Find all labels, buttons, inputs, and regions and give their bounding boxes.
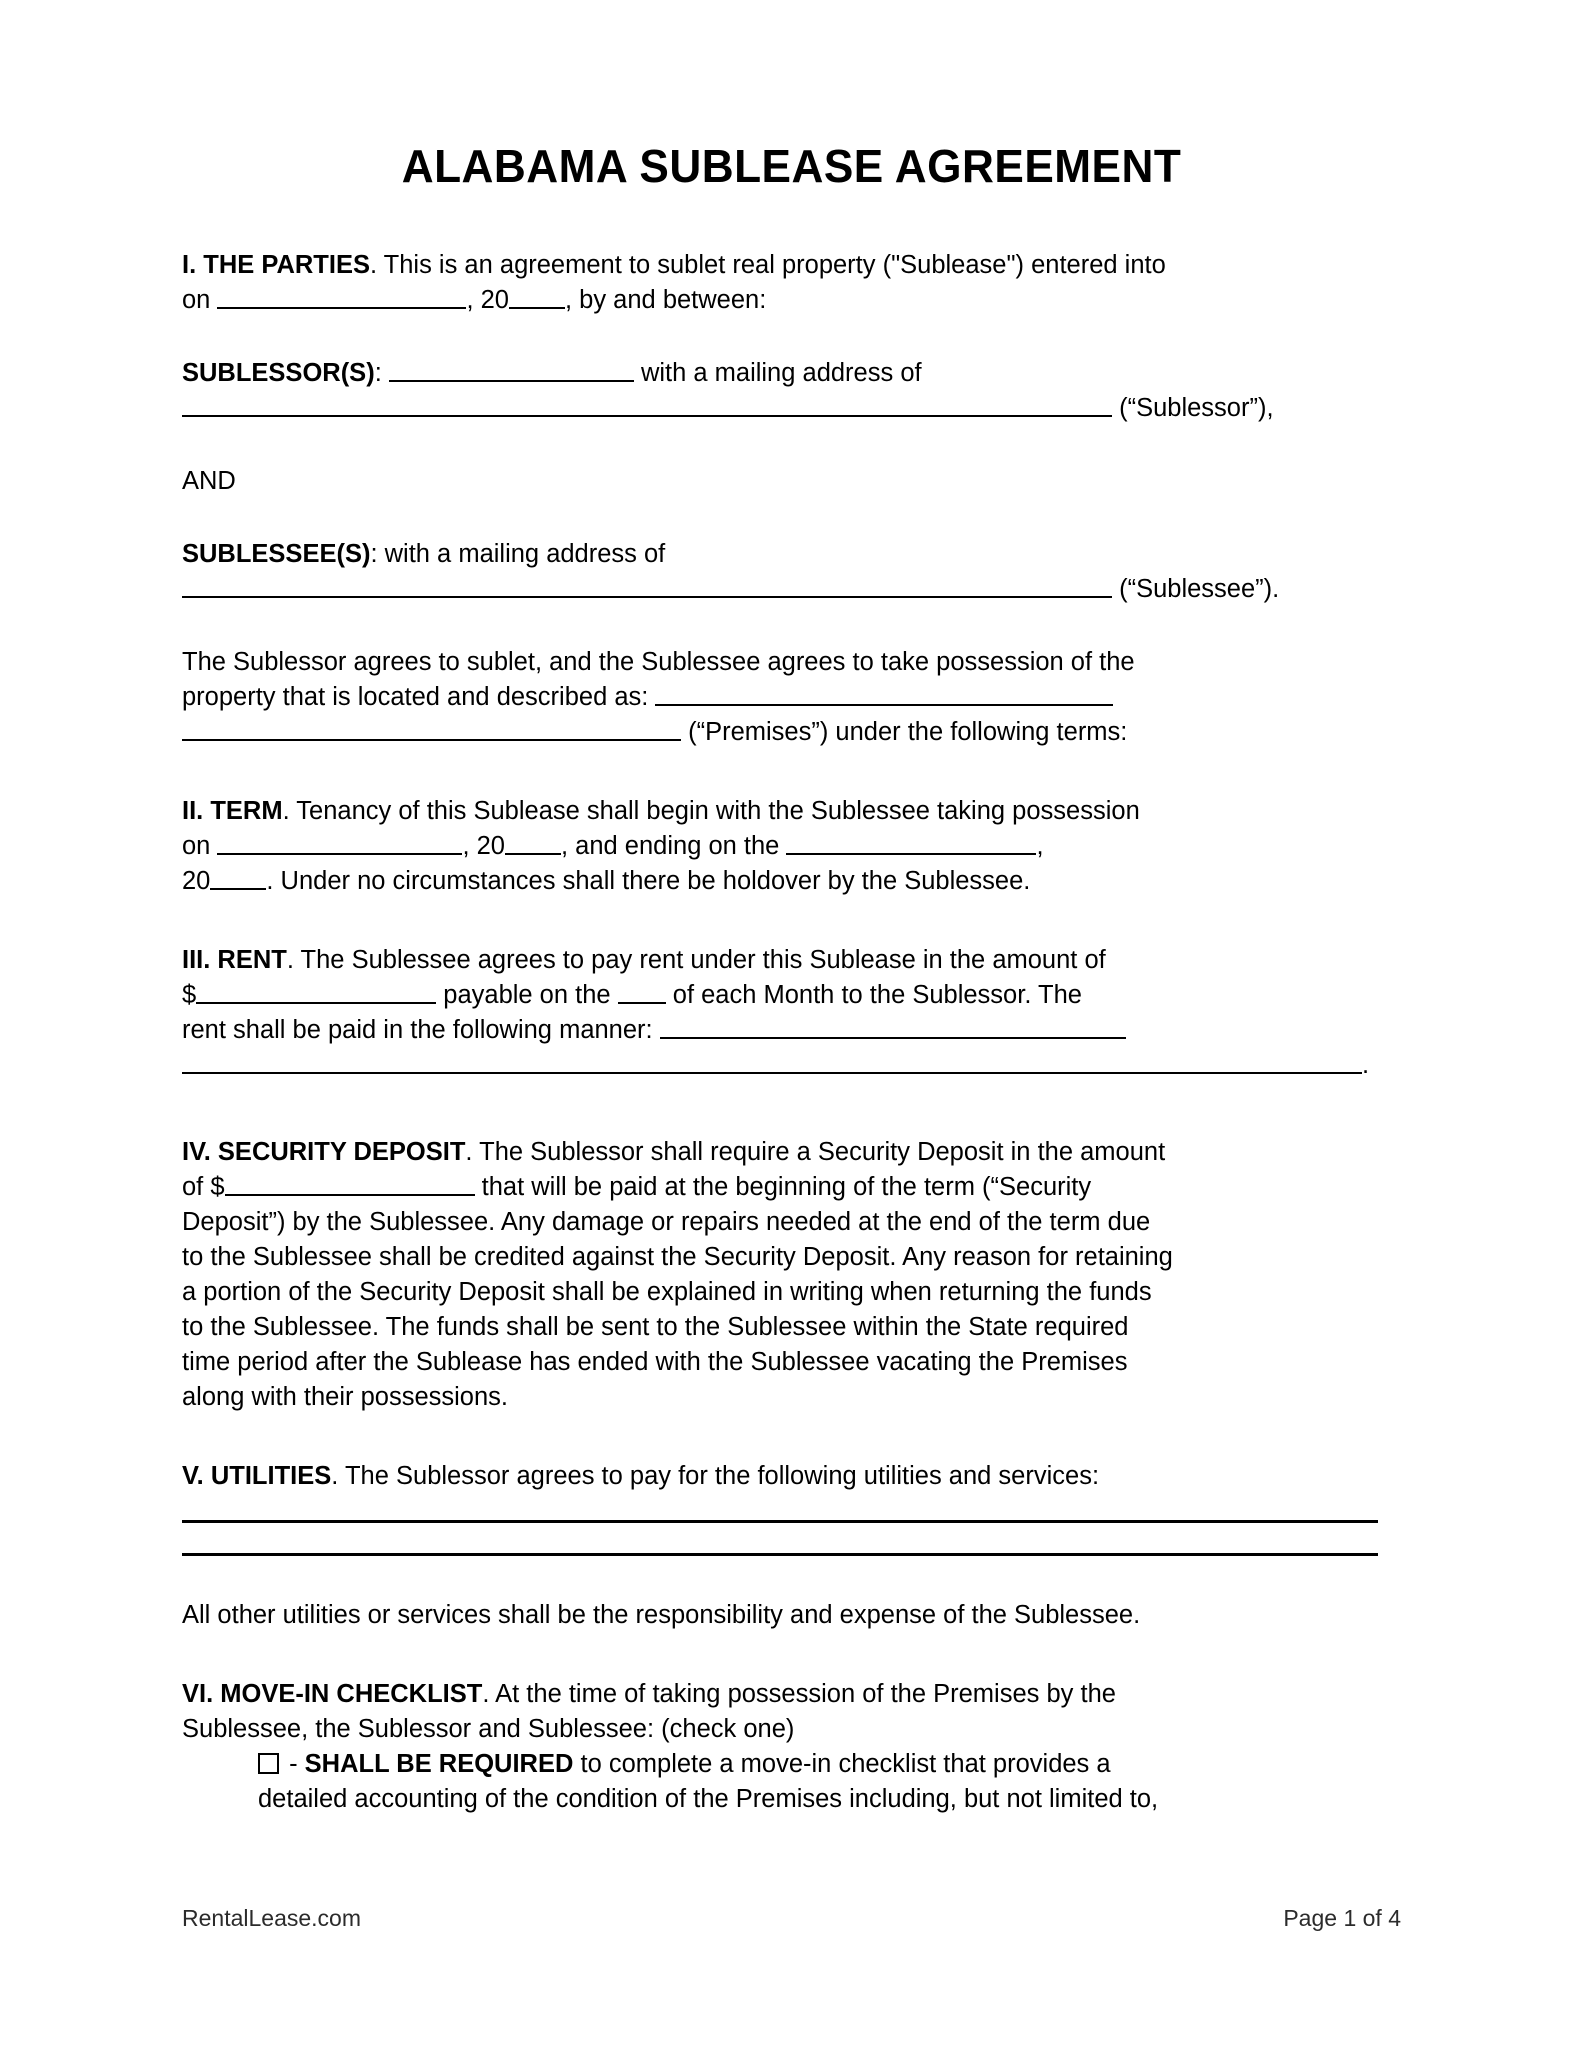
term-on-label: on [182, 832, 218, 860]
security-deposit-dollar-label: of $ [182, 1173, 225, 1201]
parties-year-label: , 20 [466, 286, 509, 314]
parties-date-line [182, 283, 1378, 318]
security-deposit-line-8: along with their possessions. [182, 1383, 509, 1411]
checklist-option-text: to complete a move-in checklist that provides a [573, 1750, 1111, 1778]
blank-term-end-date[interactable] [786, 831, 1036, 855]
parties-intro-text: . This is an agreement to sublet real property ("Sublease") entered into [369, 251, 1166, 279]
section-security-deposit-intro [182, 1135, 1378, 1170]
blank-term-start-date[interactable] [217, 831, 462, 855]
blank-premises-description-2[interactable] [182, 717, 681, 741]
spacer [182, 1494, 1378, 1520]
footer-page-number: Page 1 of 4 [1283, 1905, 1401, 1931]
sublessor-line [182, 356, 1378, 391]
page-title: ALABAMA SUBLEASE AGREEMENT [401, 139, 1182, 192]
premises-terms-label: (“Premises”) under the following terms: [681, 718, 1128, 746]
rent-intro-text: . The Sublessee agrees to pay rent under this Sublease in the amount of [286, 946, 1106, 974]
page-footer [182, 1905, 1401, 1932]
blank-sublessor-name[interactable] [389, 358, 634, 382]
blank-rent-due-day[interactable] [618, 980, 666, 1004]
rent-manner-label: rent shall be paid in the following manner: [182, 1016, 660, 1044]
spacer [182, 499, 1378, 537]
sublessor-address-line [182, 391, 1378, 426]
move-in-checklist-line-2: Sublessee, the Sublessor and Sublessee: (check one) [182, 1715, 795, 1743]
security-deposit-intro-text: . The Sublessor shall require a Security Deposit in the amount [465, 1138, 1166, 1166]
sublessee-line [182, 537, 1378, 572]
and-divider: AND [182, 467, 236, 495]
term-dates-line [182, 829, 1378, 864]
term-end-year-label: 20 [182, 867, 211, 895]
blank-term-start-year[interactable] [505, 831, 561, 855]
section-move-in-checklist-intro [182, 1677, 1378, 1712]
spacer [182, 1523, 1378, 1553]
term-ending-label: , and ending on the [561, 832, 787, 860]
term-holdover-text: . Under no circumstances shall there be holdover by the Sublessee. [266, 867, 1031, 895]
section-heading-term: II. TERM [182, 797, 283, 825]
rent-month-label: of each Month to the Sublessor. The [665, 981, 1082, 1009]
section-heading-parties: I. THE PARTIES [182, 251, 370, 279]
sublessor-paren-label: (“Sublessor”), [1112, 394, 1274, 422]
rent-dollar-label: $ [182, 981, 197, 1009]
utilities-intro-text: . The Sublessor agrees to pay for the following utilities and services: [331, 1462, 1100, 1490]
blank-security-deposit-amount[interactable] [225, 1172, 475, 1196]
section-heading-rent: III. RENT [182, 946, 287, 974]
blank-rent-amount[interactable] [196, 980, 436, 1004]
sublessor-label: SUBLESSOR(S) [182, 359, 375, 387]
blank-sublessee-address[interactable] [182, 574, 1112, 598]
spacer [182, 1083, 1378, 1135]
blank-entry-year[interactable] [509, 285, 565, 309]
section-utilities-intro [182, 1459, 1378, 1494]
security-deposit-amount-line [182, 1170, 1378, 1205]
spacer [182, 426, 1378, 464]
parties-on-label: on [182, 286, 218, 314]
sublessee-address-line [182, 572, 1378, 607]
possession-line-2 [182, 680, 1378, 715]
section-term-intro [182, 794, 1378, 829]
section-heading-security-deposit: IV. SECURITY DEPOSIT [182, 1138, 466, 1166]
security-deposit-line-6: to the Sublessee. The funds shall be sent to the Sublessee within the State required [182, 1313, 1129, 1341]
checklist-option-label: SHALL BE REQUIRED [304, 1750, 574, 1778]
blank-rent-manner-1[interactable] [660, 1015, 1126, 1039]
footer-site-label: RentalLease.com [182, 1905, 361, 1931]
section-parties-intro [182, 248, 1378, 283]
rent-payable-label: payable on the [436, 981, 618, 1009]
rent-manner-line-2 [182, 1048, 1378, 1083]
rent-manner-line [182, 1013, 1378, 1048]
security-deposit-line-5: a portion of the Security Deposit shall be explained in writing when returning the funds [182, 1278, 1152, 1306]
checklist-option-continuation: detailed accounting of the condition of the Premises including, but not limited to, [258, 1785, 1159, 1813]
security-deposit-paid-label: that will be paid at the beginning of the term (“Security [474, 1173, 1092, 1201]
security-deposit-line-4: to the Sublessee shall be credited against the Security Deposit. Any reason for retaining [182, 1243, 1173, 1271]
blank-term-end-year[interactable] [210, 866, 266, 890]
spacer [182, 1633, 1378, 1677]
security-deposit-line-7: time period after the Sublease has ended with the Sublessee vacating the Premises [182, 1348, 1128, 1376]
blank-premises-description-1[interactable] [655, 682, 1113, 706]
spacer [182, 318, 1378, 356]
blank-sublessor-address[interactable] [182, 393, 1112, 417]
blank-rent-manner-2[interactable] [182, 1050, 1362, 1074]
spacer [182, 607, 1378, 645]
sublessee-address-label: : with a mailing address of [370, 540, 666, 568]
spacer [182, 899, 1378, 943]
sublessor-colon: : [374, 359, 389, 387]
sublessee-paren-label: (“Sublessee”). [1112, 575, 1280, 603]
move-in-checklist-intro-text: . At the time of taking possession of the Premises by the [482, 1680, 1116, 1708]
premises-desc-label: property that is located and described as: [182, 683, 656, 711]
term-intro-text: . Tenancy of this Sublease shall begin with the Sublessee taking possession [282, 797, 1140, 825]
section-rent-intro [182, 943, 1378, 978]
sublessor-address-label: with a mailing address of [633, 359, 922, 387]
spacer [182, 1556, 1378, 1598]
blank-entry-date[interactable] [217, 285, 466, 309]
possession-line-3 [182, 715, 1378, 750]
possession-line-1: The Sublessor agrees to sublet, and the Sublessee agrees to take possession of the [182, 648, 1135, 676]
term-holdover-line [182, 864, 1378, 899]
rent-period-label: . [1362, 1051, 1370, 1079]
checklist-option-dash: - [282, 1750, 305, 1778]
security-deposit-line-3: Deposit”) by the Sublessee. Any damage or repairs needed at the end of the term due [182, 1208, 1151, 1236]
section-heading-move-in-checklist: VI. MOVE-IN CHECKLIST [182, 1680, 483, 1708]
spacer [182, 750, 1378, 794]
utilities-closing-line: All other utilities or services shall be the responsibility and expense of the Sublessee. [182, 1601, 1141, 1629]
document-body [182, 248, 1378, 1817]
parties-between-label: , by and between: [565, 286, 767, 314]
empty-checkbox-icon[interactable] [258, 1753, 279, 1774]
sublessee-label: SUBLESSEE(S) [182, 540, 371, 568]
checklist-option-required[interactable] [182, 1747, 1378, 1782]
spacer [182, 1415, 1378, 1459]
rent-amount-line [182, 978, 1378, 1013]
section-heading-utilities: V. UTILITIES [182, 1462, 332, 1490]
term-comma-label: , [1036, 832, 1044, 860]
term-year-label: , 20 [462, 832, 505, 860]
